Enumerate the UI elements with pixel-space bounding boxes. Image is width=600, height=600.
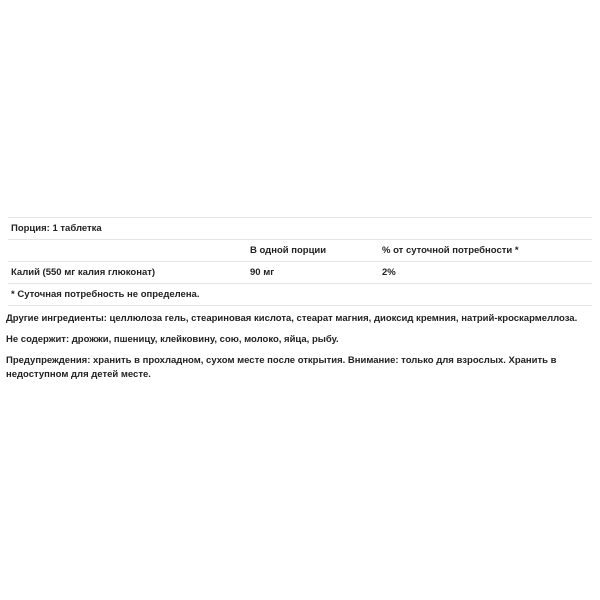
header-nutrient [8,240,247,262]
footnote: * Суточная потребность не определена. [8,284,592,306]
serving-size: Порция: 1 таблетка [8,218,592,240]
nutrient-daily-value: 2% [379,262,592,284]
supplement-facts [8,217,592,306]
warnings: Предупреждения: хранить в прохладном, сухом месте после открытия. Внимание: только для взрослых. Хранить в недоступном для детей месте. [6,355,557,380]
table-header-row [8,240,592,262]
nutrient-amount: 90 мг [247,262,379,284]
serving-size-row [8,218,592,240]
header-per-serving: В одной порции [247,240,379,262]
does-not-contain: Не содержит: дрожжи, пшеницу, клейковину, сою, молоко, яйца, рыбу. [6,334,339,345]
nutrient-name: Калий (550 мг калия глюконат) [8,262,247,284]
table-row [8,262,592,284]
other-ingredients: Другие ингредиенты: целлюлоза гель, стеариновая кислота, стеарат магния, диоксид кремния, натрий-кроскармеллоза. [6,313,578,324]
supplement-facts-table [8,217,592,306]
footnote-row [8,284,592,306]
header-daily-value: % от суточной потребности * [379,240,592,262]
